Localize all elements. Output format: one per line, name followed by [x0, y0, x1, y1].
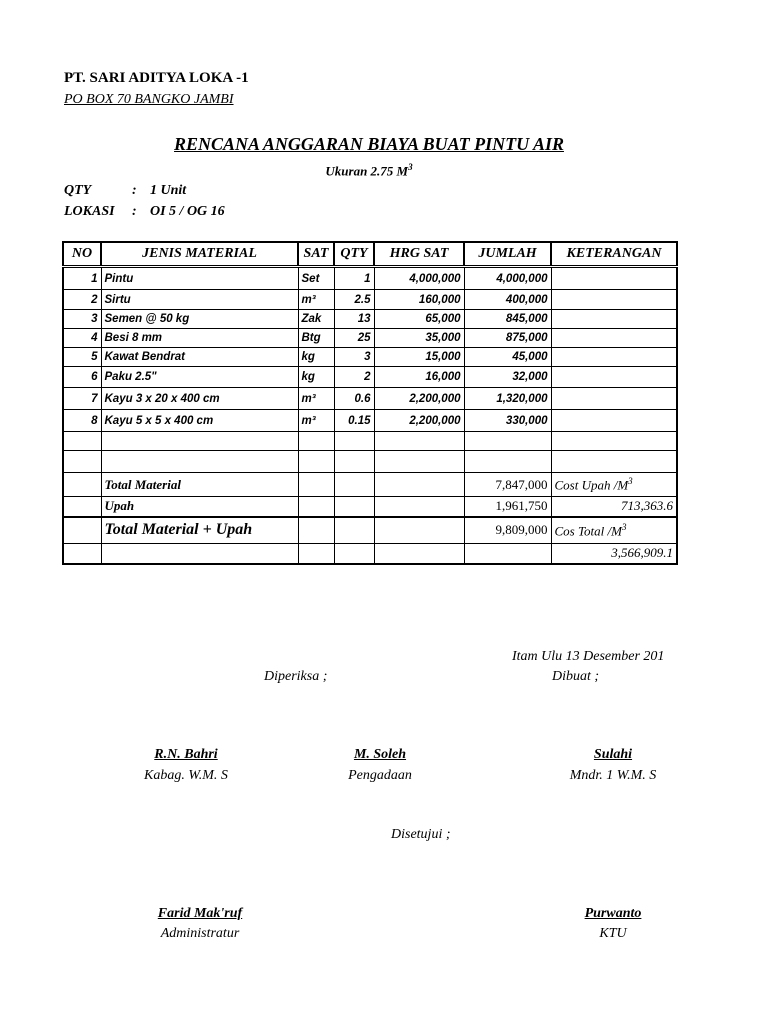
row-keterangan: [551, 348, 677, 367]
table-row: [63, 432, 677, 451]
col-header-keterangan: KETERANGAN: [551, 242, 677, 267]
row-sat: Zak: [298, 310, 334, 329]
row-jumlah: 45,000: [464, 348, 551, 367]
total-material-row: [63, 473, 677, 497]
row-sat: kg: [298, 348, 334, 367]
row-qty: 2: [334, 367, 374, 388]
grand-total-label: Total Material + Upah: [101, 517, 298, 544]
row-no: 7: [63, 388, 101, 410]
row-jumlah: 400,000: [464, 290, 551, 310]
table-row: [63, 410, 677, 432]
row-sat: m³: [298, 388, 334, 410]
col-header-sat: SAT: [298, 242, 334, 267]
table-row: [63, 367, 677, 388]
signatory-name: Purwanto: [584, 906, 642, 921]
lokasi-value: OI 5 / OG 16: [150, 204, 225, 219]
row-hrg-sat: 16,000: [374, 367, 464, 388]
signatory-name: Sulahi: [593, 747, 633, 762]
row-sat: Btg: [298, 329, 334, 348]
row-qty: 3: [334, 348, 374, 367]
col-header-material: JENIS MATERIAL: [101, 242, 298, 267]
cost-upah-value: 713,363.6: [551, 497, 677, 517]
lokasi-info: LOKASI : OI 5 / OG 16: [64, 204, 225, 219]
row-qty: 25: [334, 329, 374, 348]
upah-label: Upah: [101, 497, 298, 517]
row-jumlah: 875,000: [464, 329, 551, 348]
row-no: 8: [63, 410, 101, 432]
row-sat: m³: [298, 290, 334, 310]
lokasi-label: LOKASI: [64, 204, 115, 219]
row-jumlah: 1,320,000: [464, 388, 551, 410]
cos-total-row: [63, 544, 677, 564]
signatory-role: Kabag. W.M. S: [144, 768, 228, 783]
qty-value: 1 Unit: [150, 183, 187, 198]
row-material: Sirtu: [101, 290, 298, 310]
row-qty: 2.5: [334, 290, 374, 310]
row-hrg-sat: 2,200,000: [374, 410, 464, 432]
row-material: Paku 2.5": [101, 367, 298, 388]
row-qty: 0.15: [334, 410, 374, 432]
row-qty: 1: [334, 267, 374, 290]
diperiksa-label: Diperiksa ;: [264, 669, 328, 684]
row-no: 5: [63, 348, 101, 367]
qty-label: QTY: [64, 183, 92, 198]
signatory-role: KTU: [599, 926, 627, 941]
row-jumlah: 845,000: [464, 310, 551, 329]
signatory-name: Farid Mak'ruf: [157, 906, 243, 921]
row-hrg-sat: 15,000: [374, 348, 464, 367]
row-keterangan: [551, 410, 677, 432]
row-keterangan: [551, 329, 677, 348]
row-hrg-sat: 4,000,000: [374, 267, 464, 290]
row-material: Kawat Bendrat: [101, 348, 298, 367]
row-material: Pintu: [101, 267, 298, 290]
row-keterangan: [551, 267, 677, 290]
table-row: [63, 388, 677, 410]
row-no: 4: [63, 329, 101, 348]
document-title: RENCANA ANGGARAN BIAYA BUAT PINTU AIR: [174, 134, 564, 154]
row-sat: m³: [298, 410, 334, 432]
upah-value: 1,961,750: [464, 497, 551, 517]
row-keterangan: [551, 388, 677, 410]
signatory-role: Mndr. 1 W.M. S: [569, 768, 657, 783]
table-row: [63, 329, 677, 348]
row-no: 1: [63, 267, 101, 290]
cos-total-label: Cos Total $/M^3$: [551, 517, 677, 544]
grand-total-row: [63, 517, 677, 544]
col-header-hrg-sat: HRG SAT: [374, 242, 464, 267]
row-hrg-sat: 65,000: [374, 310, 464, 329]
upah-row: [63, 497, 677, 517]
signatory-name: M. Soleh: [353, 747, 407, 762]
table-row: [63, 451, 677, 473]
row-keterangan: [551, 290, 677, 310]
col-header-no: NO: [63, 242, 101, 267]
row-hrg-sat: 2,200,000: [374, 388, 464, 410]
row-material: Semen @ 50 kg: [101, 310, 298, 329]
qty-info: QTY : 1 Unit: [64, 183, 187, 198]
grand-total-value: 9,809,000: [464, 517, 551, 544]
row-material: Kayu 3 x 20 x 400 cm: [101, 388, 298, 410]
disetujui-label: Disetujui ;: [391, 827, 451, 842]
row-keterangan: [551, 367, 677, 388]
budget-table: [62, 241, 678, 565]
row-jumlah: 330,000: [464, 410, 551, 432]
row-keterangan: [551, 310, 677, 329]
row-jumlah: 4,000,000: [464, 267, 551, 290]
cost-upah-label: Cost Upah $/M^3$: [551, 473, 677, 497]
row-material: Kayu 5 x 5 x 400 cm: [101, 410, 298, 432]
row-sat: kg: [298, 367, 334, 388]
row-qty: 0.6: [334, 388, 374, 410]
row-qty: 13: [334, 310, 374, 329]
col-header-jumlah: JUMLAH: [464, 242, 551, 267]
row-jumlah: 32,000: [464, 367, 551, 388]
total-material-value: 7,847,000: [464, 473, 551, 497]
dibuat-label: Dibuat ;: [552, 669, 600, 684]
row-no: 2: [63, 290, 101, 310]
row-no: 3: [63, 310, 101, 329]
total-material-label: Total Material: [101, 473, 298, 497]
table-row: [63, 310, 677, 329]
row-material: Besi 8 mm: [101, 329, 298, 348]
row-hrg-sat: 35,000: [374, 329, 464, 348]
row-sat: Set: [298, 267, 334, 290]
cos-total-value: 3,566,909.1: [551, 544, 677, 564]
row-no: 6: [63, 367, 101, 388]
table-row: [63, 267, 677, 290]
row-hrg-sat: 160,000: [374, 290, 464, 310]
company-address: PO BOX 70 BANGKO JAMBI: [64, 92, 234, 107]
signatory-role: Pengadaan: [348, 768, 412, 783]
table-row: [63, 348, 677, 367]
col-header-qty: QTY: [334, 242, 374, 267]
signatory-name: R.N. Bahri: [154, 747, 218, 762]
company-name: PT. SARI ADITYA LOKA -1: [64, 70, 249, 86]
signatory-role: Administratur: [160, 926, 240, 941]
table-row: [63, 290, 677, 310]
place-date: Itam Ulu 13 Desember 201: [512, 649, 665, 664]
document-subtitle: Ukuran 2.75 $M^3$: [325, 162, 413, 179]
table-header-row: [63, 242, 677, 267]
